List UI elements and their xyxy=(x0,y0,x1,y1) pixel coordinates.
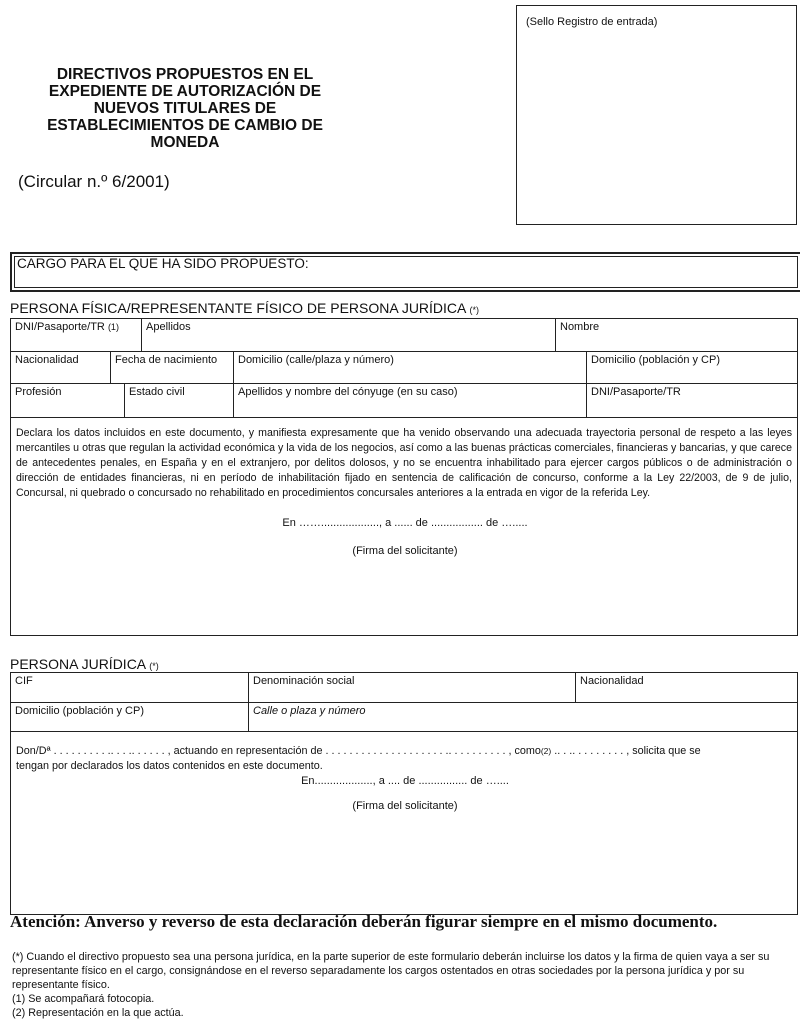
dni-conyuge-label: DNI/Pasaporte/TR xyxy=(591,386,681,398)
conyuge-label: Apellidos y nombre del cónyuge (en su caso) xyxy=(238,386,458,398)
persona-fisica-heading-text: PERSONA FÍSICA/REPRESENTANTE FÍSICO DE PERSONA JURÍDICA xyxy=(10,300,466,316)
domicilio-poblacion-field[interactable] xyxy=(586,351,798,384)
footnotes xyxy=(12,950,787,1020)
declaration-box xyxy=(10,417,798,636)
representation-box xyxy=(10,731,798,915)
persona-juridica-heading-text: PERSONA JURÍDICA xyxy=(10,656,146,672)
dni-conyuge-field[interactable] xyxy=(586,383,798,418)
nombre-label: Nombre xyxy=(560,321,600,333)
denominacion-label: Denominación social xyxy=(253,675,355,687)
signature-label: (Firma del solicitante) xyxy=(352,545,458,557)
juridica-signature-label: (Firma del solicitante) xyxy=(352,800,458,812)
domicilio-juridica-field[interactable] xyxy=(10,702,249,732)
representation-text-end: .. . .. . . . . . . . . , solicita que se xyxy=(551,745,701,757)
title-line: MONEDA xyxy=(150,134,220,151)
fecha-nacimiento-field[interactable] xyxy=(110,351,234,384)
domicilio-calle-label: Domicilio (calle/plaza y número) xyxy=(238,354,394,366)
domicilio-calle-field[interactable] xyxy=(233,351,587,384)
cif-label: CIF xyxy=(15,675,33,687)
representation-text-line2: tengan por declarados los datos contenidos en este documento. xyxy=(16,760,323,772)
title-line: ESTABLECIMIENTOS DE CAMBIO DE xyxy=(47,117,323,134)
title-line: NUEVOS TITULARES DE xyxy=(93,100,277,117)
apellidos-field[interactable] xyxy=(141,318,556,352)
footnote-1: (1) Se acompañará fotocopia. xyxy=(12,993,155,1005)
circular-reference: (Circular n.º 6/2001) xyxy=(18,172,170,191)
cif-field[interactable] xyxy=(10,672,249,703)
dni-label: DNI/Pasaporte/TR xyxy=(15,321,105,333)
footnote-asterisk: (*) Cuando el directivo propuesto sea una persona jurídica, en la parte superior de este formulario deberán incluirse los datos y la firma de quien vaya a ser su representante físico en el cargo, consignándose en el reverso separadamente los cargos ostentados en otras sociedades por la persona jurídica y por su representante físico. xyxy=(12,951,770,991)
estado-civil-label: Estado civil xyxy=(129,386,185,398)
nombre-field[interactable] xyxy=(555,318,798,352)
title-line: EXPEDIENTE DE AUTORIZACIÓN DE xyxy=(48,83,322,100)
atencion-notice: Atención: Anverso y reverso de esta declaración deberán figurar siempre en el mismo documento. xyxy=(10,912,718,931)
calle-juridica-label: Calle o plaza y número xyxy=(253,705,366,717)
representation-line xyxy=(16,744,794,759)
cargo-field[interactable] xyxy=(10,252,800,292)
footnote-2: (2) Representación en la que actúa. xyxy=(12,1007,184,1019)
domicilio-juridica-label: Domicilio (población y CP) xyxy=(15,705,144,717)
nacionalidad-field[interactable] xyxy=(10,351,111,384)
dni-field[interactable] xyxy=(10,318,142,352)
domicilio-poblacion-label: Domicilio (población y CP) xyxy=(591,354,720,366)
nacionalidad-label: Nacionalidad xyxy=(15,354,79,366)
nacionalidad-juridica-label: Nacionalidad xyxy=(580,675,644,687)
juridica-place-date-line[interactable]: En..................., a .... de ................ de ….... xyxy=(301,775,509,787)
form-title xyxy=(20,66,350,151)
como-note: (2) xyxy=(540,746,552,756)
fecha-nacimiento-label: Fecha de nacimiento xyxy=(115,354,218,366)
persona-fisica-heading xyxy=(10,300,479,316)
registry-stamp-box xyxy=(516,5,797,225)
denominacion-field[interactable] xyxy=(248,672,576,703)
profesion-label: Profesión xyxy=(15,386,62,398)
title-line: DIRECTIVOS PROPUESTOS EN EL xyxy=(56,66,314,83)
persona-juridica-heading-note: (*) xyxy=(149,661,159,671)
declaration-text: Declara los datos incluidos en este documento, y manifiesta expresamente que ha venido observando una adecuada trayectoria personal de respeto a las leyes mercantiles u otras que regulan la actividad económica y la vida de los negocios, así como a las buenas prácticas comerciales, financieras y bancarias, y que carece de antecedentes penales, en España y en el extranjero, por delitos dolosos, y no se encuentra inhabilitado para ejercer cargos públicos o de administración o dirección de entidades financieras, ni en período de inhabilitación fijado en sentencia de calificación de concurso, conforme a la Ley 22/2003, de 9 de julio, Concursal, ni quebrado o concursado no rehabilitado en procedimientos concursales anteriores a la entrada en vigor de la referida Ley. xyxy=(16,427,792,499)
place-date-line[interactable]: En ……..................., a ...... de ................. de …..... xyxy=(282,517,528,529)
nacionalidad-juridica-field[interactable] xyxy=(575,672,798,703)
persona-juridica-heading xyxy=(10,656,159,672)
dni-note: (1) xyxy=(107,322,119,332)
registry-stamp-label: (Sello Registro de entrada) xyxy=(526,16,658,28)
profesion-field[interactable] xyxy=(10,383,125,418)
persona-fisica-heading-note: (*) xyxy=(469,305,479,315)
conyuge-field[interactable] xyxy=(233,383,587,418)
estado-civil-field[interactable] xyxy=(124,383,234,418)
representation-text: Don/Dª . . . . . . . . . .. . . .. . . . . . , actuando en representación de . . . . . . . . . . . . . . . . . . . . .. . . . . . . . . . , como xyxy=(16,745,541,757)
calle-juridica-field[interactable] xyxy=(248,702,798,732)
cargo-label: CARGO PARA EL QUE HA SIDO PROPUESTO: xyxy=(17,256,309,271)
apellidos-label: Apellidos xyxy=(146,321,191,333)
